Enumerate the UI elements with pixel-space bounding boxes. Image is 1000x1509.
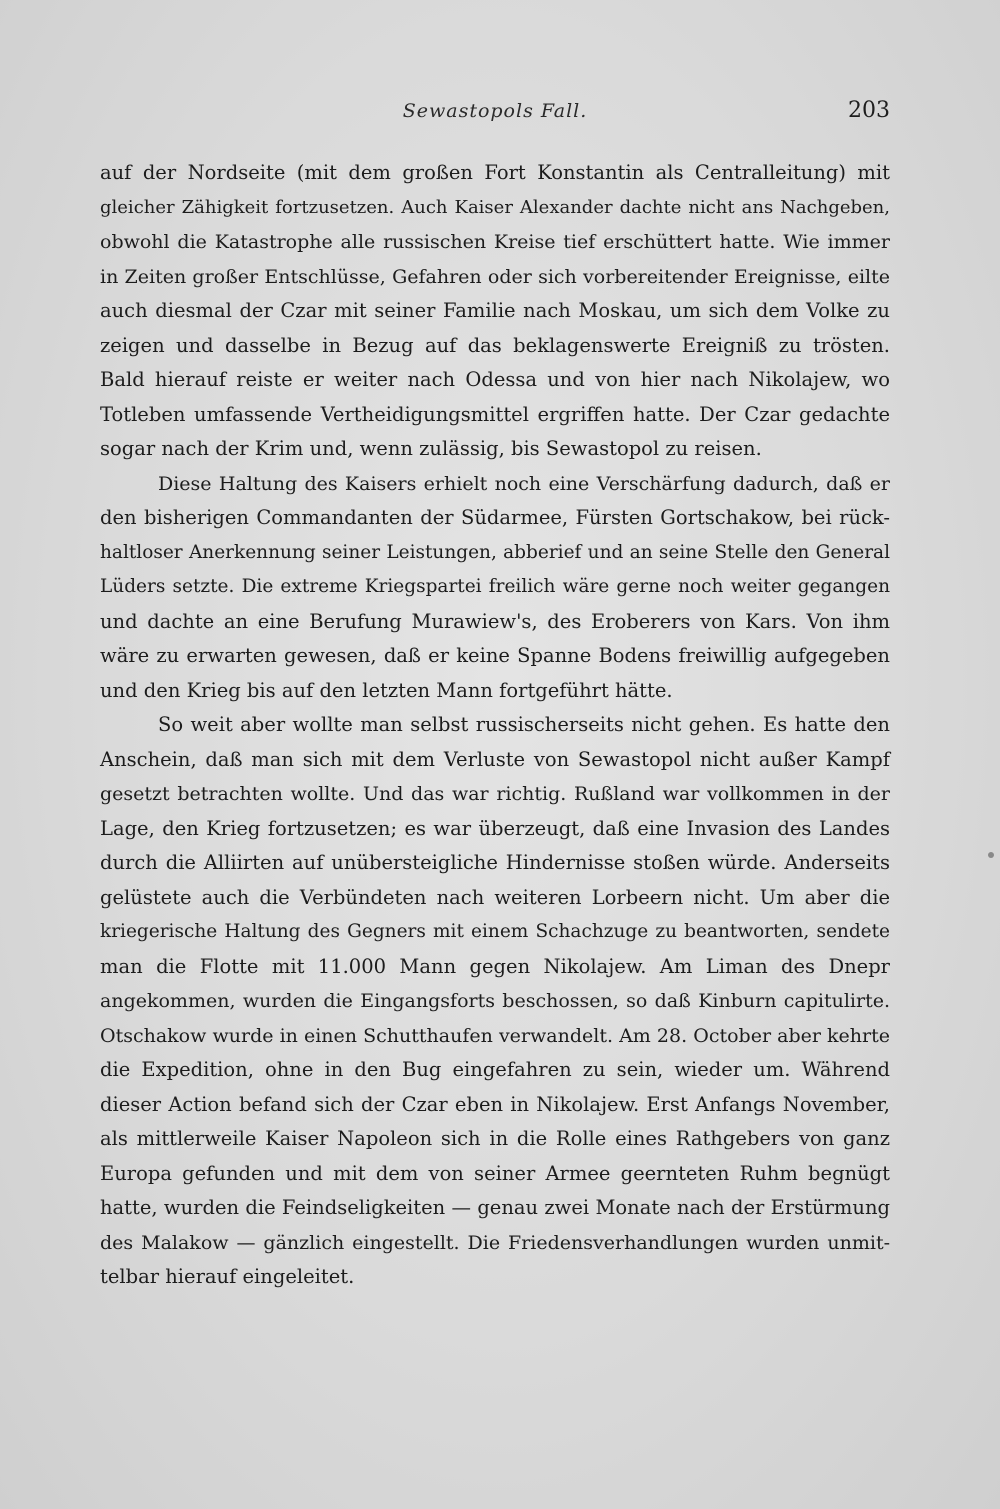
text-line: obwohl die Katastrophe alle russischen Kreise tief erschüttert hatte. Wie immer <box>100 231 890 253</box>
text-line: zeigen und dasselbe in Bezug auf das beklagenswerte Ereigniß zu trösten. <box>100 333 890 357</box>
paragraph-2 <box>100 467 890 709</box>
text-line: als mittlerweile Kaiser Napoleon sich in die Rolle eines Rathgebers von ganz <box>100 1127 890 1150</box>
text-line: den bisherigen Commandanten der Südarmee, Fürsten Gortschakow, bei rück- <box>100 506 890 529</box>
text-line: auch diesmal der Czar mit seiner Familie nach Moskau, um sich dem Volke zu <box>100 299 890 322</box>
text-line: hatte, wurden die Feindseligkeiten — genau zwei Monate nach der Erstürmung <box>100 1196 890 1219</box>
text-line: wäre zu erwarten gewesen, daß er keine Spanne Bodens freiwillig aufgegeben <box>100 644 890 667</box>
text-line: So weit aber wollte man selbst russischerseits nicht gehen. Es hatte den <box>158 713 890 736</box>
text-line: man die Flotte mit 11.000 Mann gegen Nikolajew. Am Liman des Dnepr <box>100 954 890 978</box>
text-line: angekommen, wurden die Eingangsforts beschossen, so daß Kinburn capitulirte. <box>100 990 890 1012</box>
text-line: haltloser Anerkennung seiner Leistungen, abberief und an seine Stelle den General <box>100 541 890 563</box>
text-line: gleicher Zähigkeit fortzusetzen. Auch Kaiser Alexander dachte nicht ans Nachgeben, <box>100 196 890 218</box>
text-line: Lage, den Krieg fortzusetzen; es war überzeugt, daß eine Invasion des Landes <box>100 816 890 840</box>
text-line: des Malakow — gänzlich eingestellt. Die Friedensverhandlungen wurden unmit- <box>100 1231 890 1254</box>
paragraph-3 <box>100 708 890 1295</box>
text-line: gelüstete auch die Verbündeten nach weiteren Lorbeern nicht. Um aber die <box>100 885 890 909</box>
paragraph-1 <box>100 156 890 467</box>
text-line: und den Krieg bis auf den letzten Mann fortgeführt hätte. <box>100 678 673 702</box>
text-line: und dachte an eine Berufung Murawiew's, des Eroberers von Kars. Von ihm <box>100 609 890 633</box>
text-line: Lüders setzte. Die extreme Kriegspartei freilich wäre gerne noch weiter gegangen <box>100 576 890 597</box>
text-line: gesetzt betrachten wollte. Und das war richtig. Rußland war vollkommen in der <box>100 783 890 805</box>
text-line: kriegerische Haltung des Gegners mit einem Schachzuge zu beantworten, sendete <box>100 921 890 942</box>
text-line: die Expedition, ohne in den Bug eingefahren zu sein, wieder um. Während <box>100 1058 890 1081</box>
text-line: Anschein, daß man sich mit dem Verluste von Sewastopol nicht außer Kampf <box>100 747 890 771</box>
text-line: Otschakow wurde in einen Schutthaufen verwandelt. Am 28. October aber kehrte <box>100 1024 890 1047</box>
running-title: Sewastopols Fall. <box>402 100 588 122</box>
text-line: Bald hierauf reiste er weiter nach Odessa und von hier nach Nikolajew, wo <box>100 368 890 391</box>
text-line: Diese Haltung des Kaisers erhielt noch eine Verschärfung dadurch, daß er <box>158 472 890 495</box>
text-line: Europa gefunden und mit dem von seiner Armee geernteten Ruhm begnügt <box>100 1161 890 1185</box>
text-line: telbar hierauf eingeleitet. <box>100 1265 355 1288</box>
body-text <box>100 156 890 1295</box>
text-line: sogar nach der Krim und, wenn zulässig, bis Sewastopol zu reisen. <box>100 437 762 460</box>
text-line: Totleben umfassende Vertheidigungsmittel ergriffen hatte. Der Czar gedachte <box>100 402 890 426</box>
text-line: dieser Action befand sich der Czar eben in Nikolajew. Erst Anfangs November, <box>100 1092 890 1116</box>
text-line: in Zeiten großer Entschlüsse, Gefahren oder sich vorbereitender Ereignisse, eilte <box>100 265 890 288</box>
scan-speck <box>988 852 994 858</box>
page-header <box>100 100 890 130</box>
page-number: 203 <box>848 98 890 123</box>
text-line: auf der Nordseite (mit dem großen Fort Konstantin als Centralleitung) mit <box>100 161 890 184</box>
text-line: durch die Alliirten auf unübersteigliche Hindernisse stoßen würde. Anderseits <box>100 851 890 874</box>
